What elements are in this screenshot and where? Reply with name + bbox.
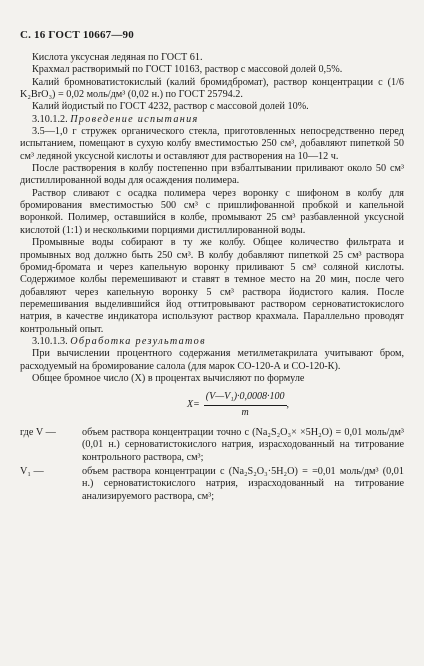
definition-text: объем раствора концентрации с (Na₂S₂O₃·5H₂O) = =0,01 моль/дм³ (0,01 н.) серноватистокислого натрия, израсходованный на титрование анализируемого раствора, см³;	[82, 466, 404, 502]
reagent-starch: Крахмал растворимый по ГОСТ 10163, раствор с массовой долей 0,5%.	[32, 64, 343, 76]
formula-denominator: m	[241, 406, 249, 418]
reagent-bromate: Калий бромноватистокислый (калий бромидбромат), раствор концентрации с (1/6 K₂BrO₃) = 0,02 моль/дм³ (0,02 н.) по ГОСТ 25794.2.	[20, 76, 404, 101]
definition-label: где V —	[20, 426, 56, 438]
definition-label: V₁ —	[20, 466, 44, 477]
reagent-acetic-acid: Кислота уксусная ледяная по ГОСТ 61.	[32, 52, 203, 63]
bromine-number-formula	[72, 391, 404, 419]
results-paragraph: При вычислении процентного содержания метилметакрилата учитывают бром, расходуемый на бромирование салола (для марок СО-120-А и СО-120-К).	[20, 348, 404, 372]
definition-item	[20, 466, 404, 503]
formula-numerator: (V—V₁)·0,0008·100	[204, 391, 287, 405]
definition-item	[20, 427, 404, 464]
formula-lhs: X=	[186, 398, 200, 410]
procedure-paragraph: Раствор сливают с осадка полимера через воронку с шифоном в колбу для бромирования вместимостью 500 см³ с пришлифованной пробкой и капельной воронкой. Полимер, оставшийся в колбе, промывают 25 см³ разбавленной уксусной кислотой (1:1) и несколькими порциями дистиллированной воды.	[20, 187, 404, 236]
formula-fraction	[204, 391, 287, 419]
formula-end: ,	[286, 398, 290, 410]
section-heading-procedure	[20, 114, 404, 126]
procedure-paragraph: Промывные воды собирают в ту же колбу. Общее количество фильтрата и промывных вод должно быть 250 см³. В колбу добавляют пипеткой 25 см³ раствора бромид-бромата и через капельную воронку приливают 5 см³ соляной кислоты. Содержимое колбы перемешивают и ставят в темное место на 20 мин, после чего добавляют через капельную воронку 5 см³ раствора йодистого калия. После перемешивания выделившийся йод оттитровывают раствором серноватистокислого натрия, в качестве индикатора используют раствор крахмала. Параллельно проводят контрольный опыт.	[20, 237, 404, 335]
definition-text: объем раствора концентрации точно с (Na₂S₂O₃× ×5H₂O) = 0,01 моль/дм³ (0,01 н.) серноватистокислого натрия, израсходованный на титрование контрольного раствора, см³;	[82, 426, 404, 463]
variable-definitions	[20, 427, 404, 503]
section-number: 3.10.1.2.	[32, 113, 68, 125]
section-number: 3.10.1.3.	[32, 335, 68, 347]
section-title: Обработка результатов	[70, 335, 206, 347]
results-paragraph: Общее бромное число (X) в процентах вычисляют по формуле	[32, 372, 305, 384]
section-heading-results	[20, 336, 404, 348]
procedure-paragraph: 3.5—1,0 г стружек органического стекла, приготовленных непосредственно перед испытанием, помещают в сухую колбу вместимостью 250 см³, добавляют пипеткой 50 см³ ледяной уксусной кислоты и оставляют для растворения на 10—12 ч.	[20, 126, 404, 162]
document-body	[20, 52, 404, 505]
procedure-paragraph: После растворения в колбу постепенно при взбалтывании приливают около 50 см³ дистиллированной воды для осаждения полимера.	[20, 163, 404, 187]
page-header: С. 16 ГОСТ 10667—90	[20, 29, 134, 41]
section-title: Проведение испытания	[70, 113, 199, 125]
reagent-potassium-iodide: Калий йодистый по ГОСТ 4232, раствор с массовой долей 10%.	[32, 101, 309, 113]
